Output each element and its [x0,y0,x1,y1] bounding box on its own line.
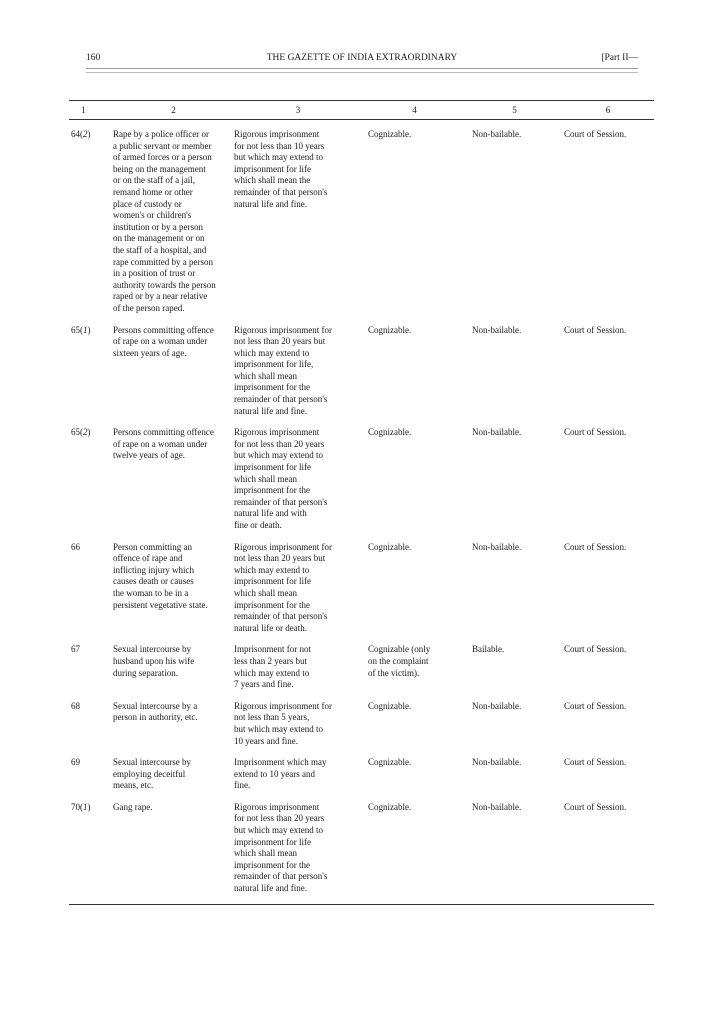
court-cell: Court of Session. [564,700,627,711]
court-cell: Court of Session. [564,129,627,139]
offence-cell: Sexual intercourse by husband upon his wife during separation. [113,644,195,678]
court-cell: Court of Session. [564,427,627,438]
cognizance-cell: Cognizable. [368,324,412,335]
court-cell: Court of Session. [564,757,627,768]
offence-cell: Rape by a police officer or a public servant or member of armed forces or a person being on the management or on the staff of a jail, remand home or other place of custody or women's or children's institution or by a person on the management or on the staff of a hospital, and rape committed by a person in a position of trust or authority towards the person raped or by a near relative of the person raped. [113,129,216,313]
page-header [86,53,638,69]
page-number: 160 [86,53,101,63]
column-header: 3 [295,105,301,115]
cognizance-cell: Cognizable. [368,427,412,438]
column-header: 1 [81,105,86,115]
section-cell: 70(1) [71,801,91,812]
section-cell: 65(2) [71,427,91,438]
section-number: 70 [71,801,80,812]
table-row [69,701,654,747]
section-cell [69,644,113,690]
sub-section: 1 [83,801,88,812]
column-header-row [69,101,654,120]
sub-section: 2 [83,427,88,438]
table-row [69,757,654,792]
part-label: [Part II— [601,53,638,63]
column-header: 2 [171,105,176,115]
punishment-cell: Rigorous imprisonment for not less than 10 years but which may extend to imprisonment for life which shall mean the remainder of that person's natural life and fine. [234,129,328,209]
section-number: 67 [71,644,80,655]
punishment-cell: Rigorous imprisonment for not less than 20 years but which may extend to imprisonment for life which shall mean imprisonment for the remainder of that person's natural life and with fine or death. [234,427,328,530]
offence-cell: Person committing an offence of rape and inflicting injury which causes death or causes the woman to be in a persistent vegetative state. [113,541,208,610]
punishment-cell: Rigorous imprisonment for not less than 20 years but which may extend to imprisonment for life which shall mean imprisonment for the remainder of that person's natural life or death. [234,541,332,633]
section-number: 65 [71,427,80,438]
court-cell: Court of Session. [564,541,627,552]
offence-table [69,100,654,905]
punishment-cell: Rigorous imprisonment for not less than 20 years but which may extend to imprisonment for life, which shall mean imprisonment for the remainder of that person's natural life and fine. [234,324,332,416]
cognizance-cell: Cognizable. [368,129,412,139]
offence-cell: Persons committing offence of rape on a woman under twelve years of age. [113,427,214,461]
punishment-cell: Imprisonment which may extend to 10 years and fine. [234,757,327,791]
bail-cell: Non-bailable. [472,427,522,438]
bail-cell: Non-bailable. [472,700,522,711]
section-cell [69,542,113,635]
bail-cell: Non-bailable. [472,324,522,335]
bail-cell: Bailable. [472,644,505,655]
table-row [69,644,654,690]
table-row [69,427,654,531]
cognizance-cell: Cognizable. [368,541,412,552]
column-header: 4 [412,105,417,115]
header-rule [86,68,638,73]
table-row [69,542,654,635]
cognizance-cell: Cognizable. [368,801,412,812]
court-cell: Court of Session. [564,801,627,812]
section-number: 64 [71,129,80,139]
court-cell: Court of Session. [564,324,627,335]
cognizance-cell: Cognizable. [368,757,412,768]
gazette-title: THE GAZETTE OF INDIA EXTRAORDINARY [266,53,458,63]
section-cell [69,757,113,792]
section-cell: 64(2) [71,129,91,139]
punishment-cell: Rigorous imprisonment for not less than 5 years, but which may extend to 10 years and fine. [234,700,332,746]
punishment-cell: Rigorous imprisonment for not less than 20 years but which may extend to imprisonment for life which shall mean imprisonment for the remainder of that person's natural life and fine. [234,801,328,894]
section-number: 68 [71,700,80,711]
sub-section: 2 [83,129,88,139]
table-bottom-rule [69,904,654,905]
sub-section: 1 [83,324,88,335]
table-row [69,802,654,895]
court-cell: Court of Session. [564,644,627,655]
offence-cell: Sexual intercourse by a person in authority, etc. [113,700,198,723]
offence-cell: Sexual intercourse by employing deceitful means, etc. [113,757,191,791]
bail-cell: Non-bailable. [472,541,522,552]
bail-cell: Non-bailable. [472,801,522,812]
offence-cell: Persons committing offence of rape on a woman under sixteen years of age. [113,324,214,358]
section-number: 65 [71,324,80,335]
offence-cell: Gang rape. [113,801,153,812]
section-number: 66 [71,541,80,552]
section-number: 69 [71,757,80,768]
bail-cell: Non-bailable. [472,757,522,768]
column-header: 5 [512,105,517,115]
section-cell: 65(1) [71,324,91,335]
table-row [69,325,654,418]
table-row [69,129,654,315]
cognizance-cell: Cognizable (only on the complaint of the victim). [368,644,431,678]
punishment-cell: Imprisonment for not less than 2 years but which may extend to 7 years and fine. [234,644,311,690]
section-cell [69,701,113,747]
cognizance-cell: Cognizable. [368,700,412,711]
bail-cell: Non-bailable. [472,129,522,139]
column-header: 6 [605,105,611,115]
